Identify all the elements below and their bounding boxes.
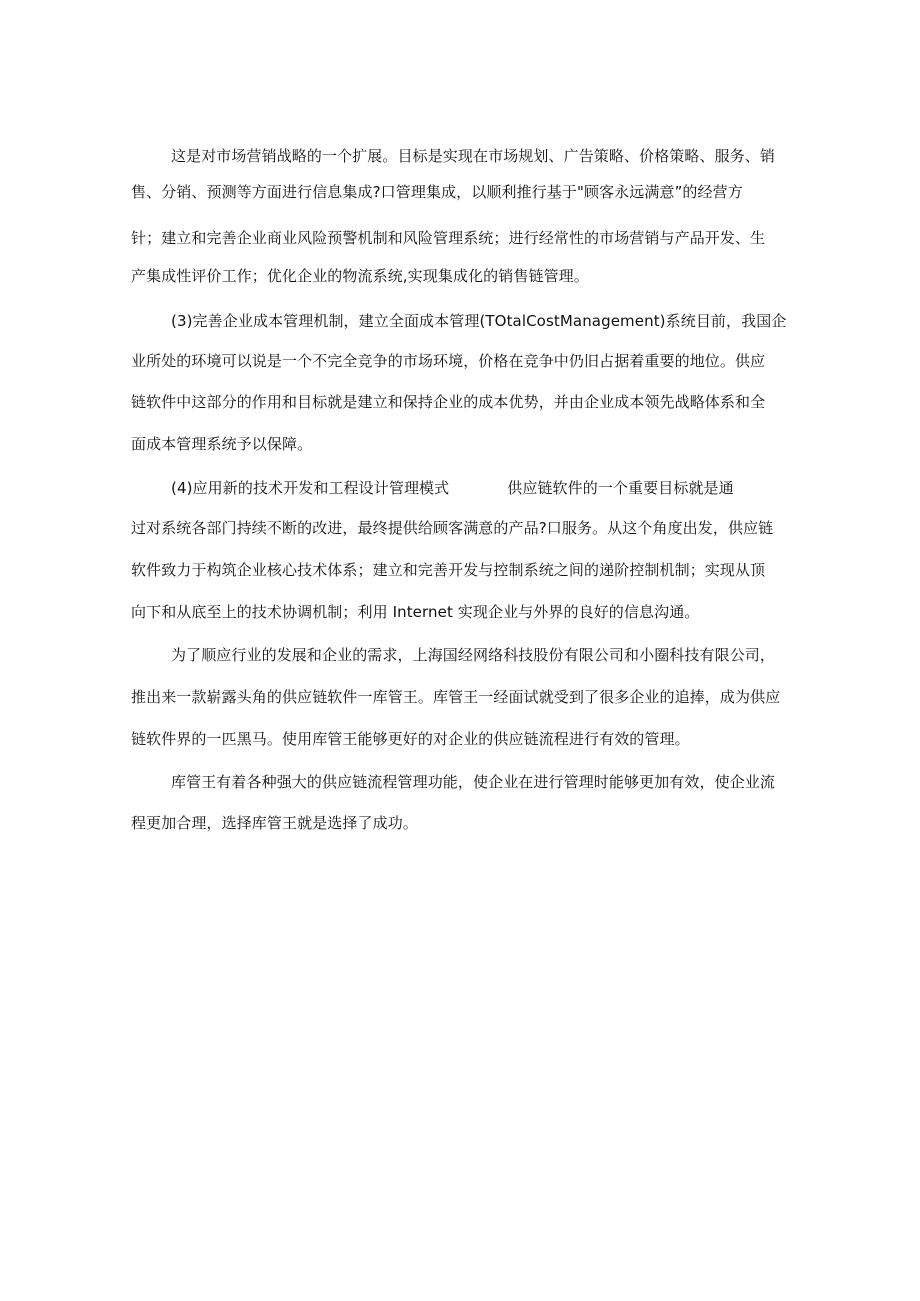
paragraph-1-line-1: 这是对市场营销战略的一个扩展。目标是实现在市场规划、广告策略、价格策略、服务、销	[171, 147, 776, 165]
paragraph-4-line-3: 链软件界的一匹黑马。使用库管王能够更好的对企业的供应链流程进行有效的管理。	[131, 730, 690, 748]
paragraph-1-line-4: 产集成性评价工作；优化企业的物流系统,实现集成化的销售链管理。	[131, 267, 589, 285]
paragraph-2-line-4: 面成本管理系统予以保障。	[131, 435, 313, 453]
paragraph-3-line-2: 过对系统各部门持续不断的改进，最终提供给顾客满意的产品?口服务。从这个角度出发，供应链	[131, 519, 774, 537]
paragraph-2-line-3: 链软件中这部分的作用和目标就是建立和保持企业的成本优势，并由企业成本领先战略体系和全	[131, 393, 766, 411]
paragraph-1-line-3: 针；建立和完善企业商业风险预警机制和风险管理系统；进行经常性的市场营销与产品开发、生	[131, 229, 766, 247]
paragraph-3-line-4: 向下和从底至上的技术协调机制；利用 Internet 实现企业与外界的良好的信息沟通。	[131, 603, 700, 621]
paragraph-4-line-1: 为了顺应行业的发展和企业的需求，上海国经网络科技股份有限公司和小圈科技有限公司，	[171, 646, 776, 664]
paragraph-2-line-1: (3)完善企业成本管理机制，建立全面成本管理(TOtalCostManagement)系统目前，我国企	[171, 312, 787, 330]
paragraph-3-heading-tail: 供应链软件的一个重要目标就是通	[507, 479, 734, 497]
paragraph-1-line-2: 售、分销、预测等方面进行信息集成?口管理集成，以顺利推行基于"顾客永远满意”的经营方	[131, 183, 743, 201]
paragraph-3-line-3: 软件致力于构筑企业核心技术体系；建立和完善开发与控制系统之间的递阶控制机制；实现从顶	[131, 561, 766, 579]
paragraph-3-heading-line	[171, 478, 734, 498]
paragraph-5-line-2: 程更加合理，选择库管王就是选择了成功。	[131, 814, 418, 832]
paragraph-3-heading: (4)应用新的技术开发和工程设计管理模式	[171, 479, 450, 497]
paragraph-5-line-1: 库管王有着各种强大的供应链流程管理功能，使企业在进行管理时能够更加有效，使企业流	[171, 773, 776, 791]
paragraph-4-line-2: 推出来一款崭露头角的供应链软件一库管王。库管王一经面试就受到了很多企业的追捧，成为供应	[131, 688, 781, 706]
paragraph-2-line-2: 业所处的环境可以说是一个不完全竞争的市场环境，价格在竞争中仍旧占据着重要的地位。供应	[131, 352, 766, 370]
